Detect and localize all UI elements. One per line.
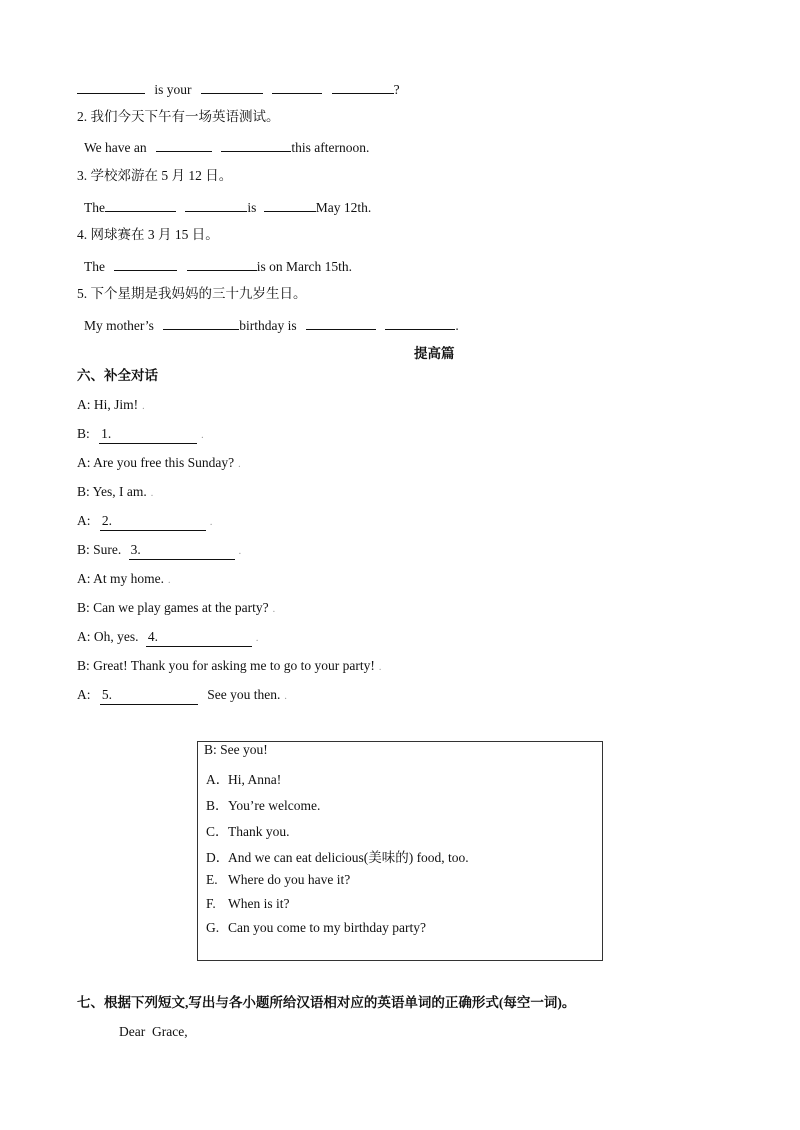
answer-blank[interactable]: 4.	[146, 628, 252, 647]
answer-blank[interactable]	[264, 197, 316, 212]
q2-english: We have an this afternoon.	[84, 137, 369, 157]
option-row: F. When is it?	[206, 896, 290, 911]
option-row: A．Hi, Anna!	[206, 772, 282, 787]
q5-chinese: 5. 下个星期是我妈妈的三十九岁生日。	[77, 286, 307, 301]
option-row: C．Thank you.	[206, 824, 290, 839]
q2-chinese: 2. 我们今天下午有一场英语测试。	[77, 109, 280, 124]
dialogue-line-11: A: 5. See you then. .	[77, 686, 287, 706]
answer-blank[interactable]	[114, 256, 177, 271]
answer-blank[interactable]	[105, 197, 176, 212]
dialogue-line-9: A: Oh, yes. 4. .	[77, 628, 258, 648]
dialogue-line-4: B: Yes, I am. .	[77, 484, 154, 499]
q1-text: is your	[154, 82, 192, 97]
dialogue-line-1: A: Hi, Jim! .	[77, 397, 145, 412]
answer-blank[interactable]	[221, 137, 291, 152]
q1-answer-line: is your ?	[77, 79, 400, 99]
section-heading-tigao: 提高篇	[414, 346, 455, 361]
answer-blank[interactable]: 5.	[100, 686, 198, 705]
dialogue-line-7: A: At my home. .	[77, 571, 171, 586]
answer-blank[interactable]	[332, 79, 394, 94]
section7-title: 七、根据下列短文,写出与各小题所给汉语相对应的英语单词的正确形式(每空一词)。	[77, 995, 576, 1010]
q3-english: The is May 12th.	[84, 197, 371, 217]
dialogue-line-10: B: Great! Thank you for asking me to go to your party! .	[77, 658, 382, 673]
dialogue-line-3: A: Are you free this Sunday? .	[77, 455, 241, 470]
answer-blank[interactable]	[156, 137, 212, 152]
dialogue-line-6: B: Sure. 3. .	[77, 541, 241, 561]
answer-blank[interactable]: 3.	[129, 541, 235, 560]
q4-english: The is on March 15th.	[84, 256, 352, 276]
option-row: B．You’re welcome.	[206, 798, 321, 813]
answer-blank[interactable]: 2.	[100, 512, 206, 531]
answer-blank[interactable]	[185, 197, 247, 212]
answer-blank[interactable]	[163, 315, 239, 330]
q5-english: My mother’s birthday is .	[84, 315, 459, 335]
answer-blank[interactable]	[187, 256, 257, 271]
answer-blank[interactable]	[385, 315, 455, 330]
options-box	[197, 741, 603, 961]
option-row: D．And we can eat delicious(美味的) food, too.	[206, 850, 469, 865]
option-row: E. Where do you have it?	[206, 872, 351, 887]
section6-title: 六、补全对话	[77, 368, 158, 383]
answer-blank[interactable]	[77, 79, 145, 94]
answer-blank[interactable]	[201, 79, 263, 94]
answer-blank[interactable]	[306, 315, 376, 330]
answer-blank[interactable]: 1.	[99, 425, 197, 444]
answer-blank[interactable]	[272, 79, 322, 94]
q4-chinese: 4. 网球赛在 3 月 15 日。	[77, 227, 219, 242]
option-row: B: See you!	[204, 742, 268, 757]
dialogue-line-2: B: 1. .	[77, 425, 204, 445]
dialogue-line-5: A: 2. .	[77, 512, 212, 532]
letter-greeting: Dear Grace,	[119, 1024, 188, 1039]
option-row: G. Can you come to my birthday party?	[206, 920, 426, 935]
q3-chinese: 3. 学校郊游在 5 月 12 日。	[77, 168, 233, 183]
dialogue-line-8: B: Can we play games at the party? .	[77, 600, 276, 615]
